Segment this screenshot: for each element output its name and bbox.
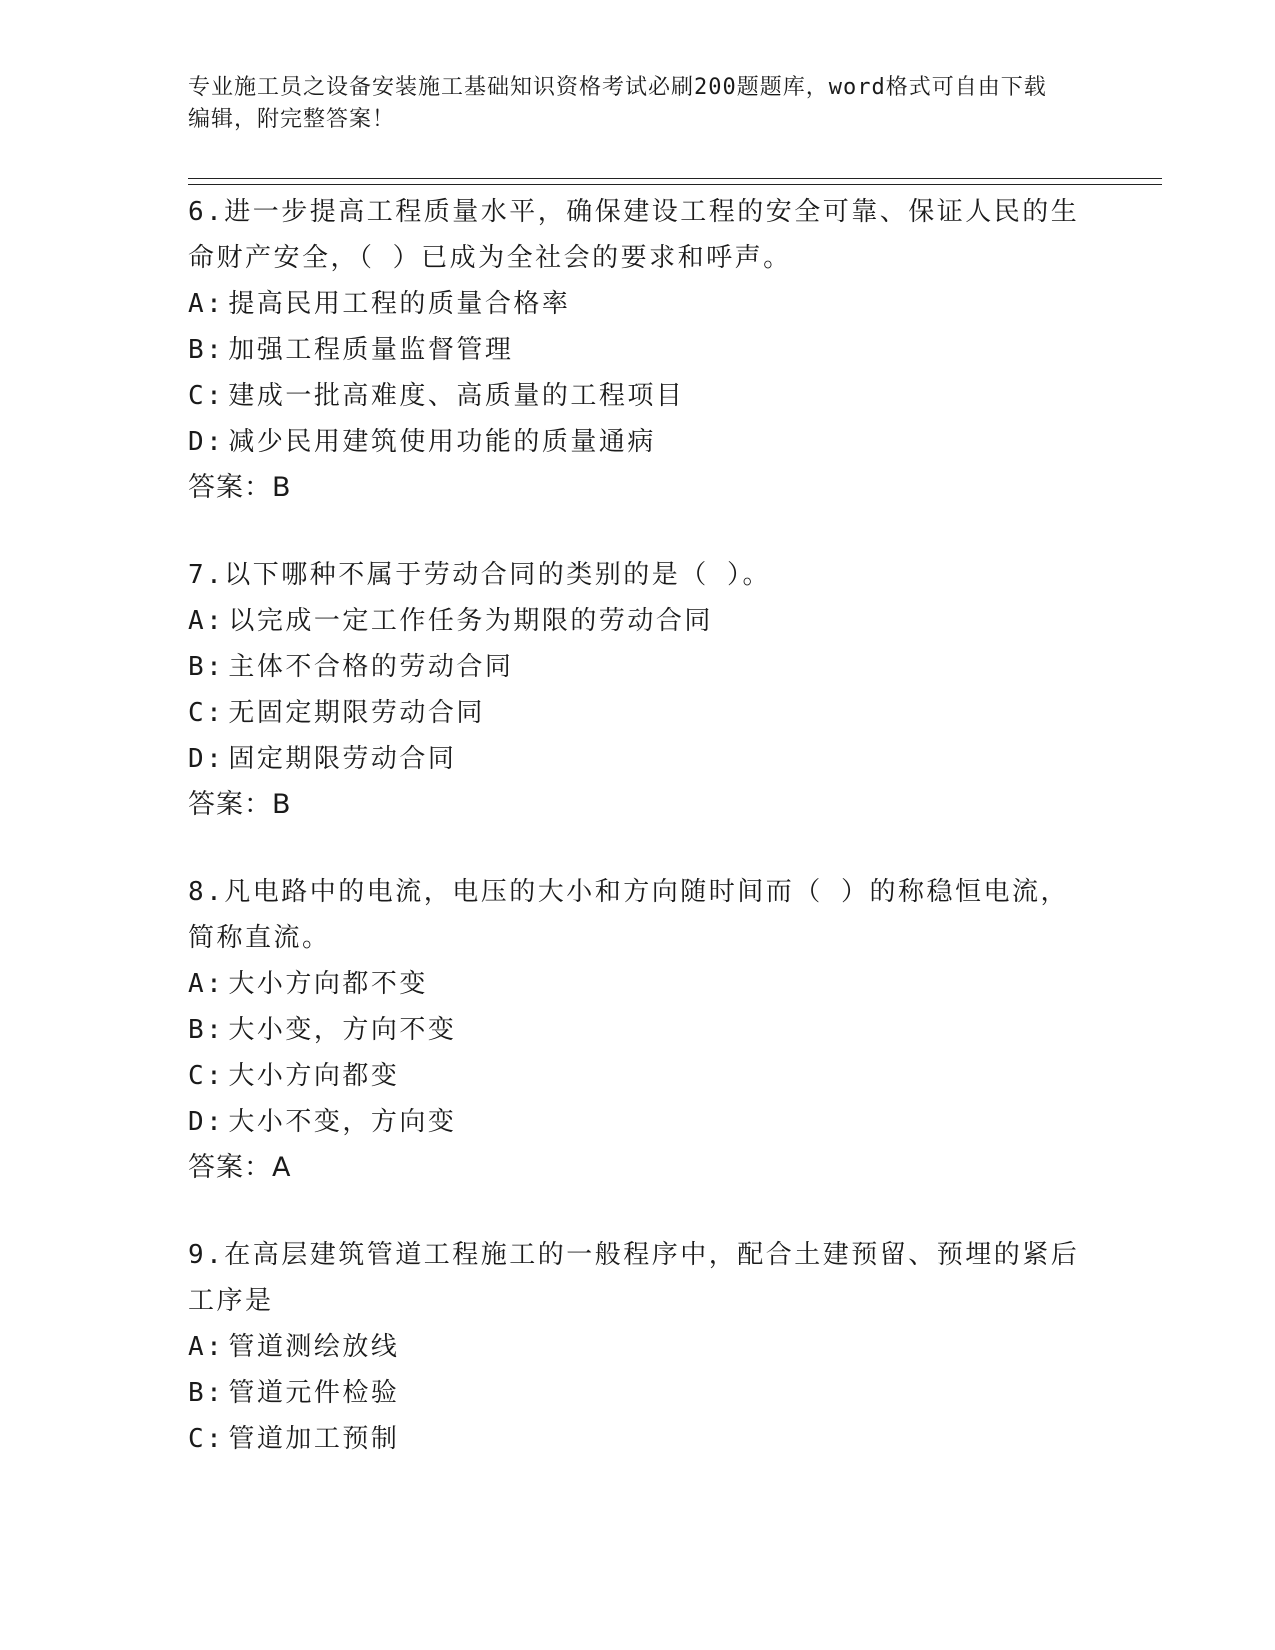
option-text: 管道元件检验 [228, 1378, 400, 1408]
option-text: 提高民用工程的质量合格率 [228, 289, 571, 319]
option-b [188, 1007, 1088, 1053]
option-key: C: [188, 1424, 225, 1454]
option-key: D: [188, 1107, 225, 1137]
question-stem: 6.进一步提高工程质量水平，确保建设工程的安全可靠、保证人民的生命财产安全，（ ）已成为全社会的要求和呼声。 [188, 197, 1080, 273]
option-text: 建成一批高难度、高质量的工程项目 [228, 381, 685, 411]
option-text: 大小不变，方向变 [228, 1107, 457, 1137]
option-key: B: [188, 652, 225, 682]
answer-line [188, 782, 1088, 828]
option-c [188, 373, 1088, 419]
option-text: 大小变，方向不变 [228, 1015, 457, 1045]
answer-line [188, 1145, 1088, 1191]
option-text: 大小方向都不变 [228, 969, 428, 999]
option-a [188, 281, 1088, 327]
option-text: 管道测绘放线 [228, 1332, 400, 1362]
answer-value: B [272, 789, 292, 820]
option-key: C: [188, 698, 225, 728]
option-text: 减少民用建筑使用功能的质量通病 [228, 427, 656, 457]
option-key: A: [188, 1332, 225, 1362]
option-text: 加强工程质量监督管理 [228, 335, 514, 365]
answer-label: 答案： [188, 789, 272, 820]
option-key: A: [188, 289, 225, 319]
option-key: C: [188, 381, 225, 411]
option-a [188, 598, 1088, 644]
question-stem: 9.在高层建筑管道工程施工的一般程序中，配合土建预留、预埋的紧后工序是 [188, 1240, 1080, 1316]
option-key: A: [188, 969, 225, 999]
answer-value: A [272, 1152, 292, 1183]
option-text: 主体不合格的劳动合同 [228, 652, 514, 682]
option-b [188, 327, 1088, 373]
option-a [188, 961, 1088, 1007]
answer-value: B [272, 472, 292, 503]
option-key: C: [188, 1061, 225, 1091]
option-c [188, 690, 1088, 736]
option-text: 管道加工预制 [228, 1424, 400, 1454]
option-text: 大小方向都变 [228, 1061, 400, 1091]
option-d [188, 1099, 1088, 1145]
option-text: 无固定期限劳动合同 [228, 698, 485, 728]
question-9 [188, 1232, 1088, 1462]
option-key: B: [188, 1015, 225, 1045]
header-divider-top [188, 178, 1162, 179]
option-key: B: [188, 1378, 225, 1408]
answer-label: 答案： [188, 472, 272, 503]
option-d [188, 419, 1088, 465]
question-stem: 8.凡电路中的电流，电压的大小和方向随时间而（ ）的称稳恒电流，简称直流。 [188, 877, 1069, 953]
option-c [188, 1053, 1088, 1099]
option-key: B: [188, 335, 225, 365]
header-divider-bottom [188, 184, 1162, 185]
question-stem: 7.以下哪种不属于劳动合同的类别的是（ ）。 [188, 560, 771, 590]
answer-line [188, 465, 1088, 511]
option-text: 以完成一定工作任务为期限的劳动合同 [228, 606, 713, 636]
option-key: D: [188, 427, 225, 457]
answer-label: 答案： [188, 1152, 272, 1183]
option-key: A: [188, 606, 225, 636]
option-b [188, 1370, 1088, 1416]
option-a [188, 1324, 1088, 1370]
option-key: D: [188, 744, 225, 774]
question-6 [188, 189, 1088, 511]
option-d [188, 736, 1088, 782]
document-header: 专业施工员之设备安装施工基础知识资格考试必刷200题题库，word格式可自由下载编辑，附完整答案！ [188, 75, 1047, 132]
option-text: 固定期限劳动合同 [228, 744, 457, 774]
option-b [188, 644, 1088, 690]
question-7 [188, 552, 1088, 828]
option-c [188, 1416, 1088, 1462]
question-8 [188, 869, 1088, 1191]
